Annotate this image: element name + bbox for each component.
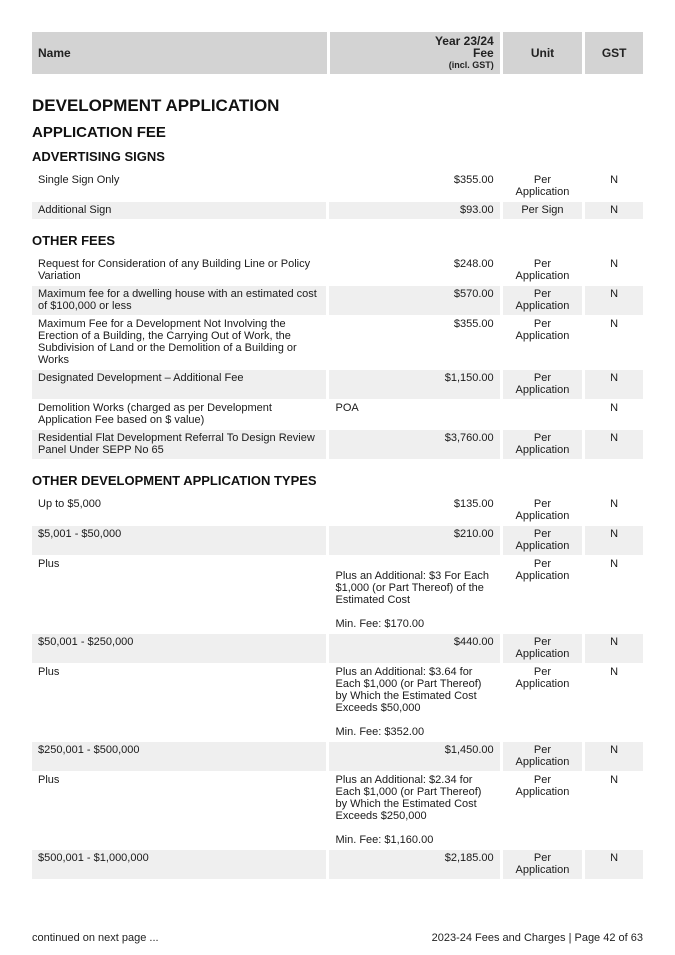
table-row: [32, 370, 643, 399]
row-unit: Per Application: [503, 286, 583, 315]
fee-minimum: Min. Fee: $170.00: [335, 618, 425, 630]
row-gst: N: [610, 558, 619, 570]
row-gst: N: [610, 666, 619, 678]
header-fee: [330, 32, 500, 74]
row-fee: [329, 664, 499, 741]
row-fee: [329, 172, 499, 201]
row-fee: [329, 496, 499, 525]
fee-amount: $248.00: [453, 258, 494, 270]
row-name: Residential Flat Development Referral To Design Review Panel Under SEPP No 65: [32, 430, 326, 459]
table-row: [32, 742, 643, 771]
row-name: Up to $5,000: [38, 498, 101, 510]
row-name: Designated Development – Additional Fee: [32, 370, 326, 399]
fee-minimum: Min. Fee: $352.00: [335, 726, 425, 738]
row-unit: Per Application: [515, 558, 570, 582]
row-gst: N: [585, 742, 643, 771]
fee-amount: $440.00: [453, 636, 494, 648]
row-gst: N: [585, 634, 643, 663]
table-header: [32, 32, 643, 74]
row-fee: [329, 202, 499, 219]
header-unit: Unit: [503, 32, 583, 74]
document-title: DEVELOPMENT APPLICATION: [32, 96, 280, 115]
fee-minimum: Min. Fee: $1,160.00: [335, 834, 434, 846]
row-gst: N: [585, 286, 643, 315]
fee-description: Plus an Additional: $3 For Each $1,000 (or Part Thereof) of the Estimated Cost: [335, 570, 489, 606]
row-unit: Per Application: [503, 370, 583, 399]
fee-amount: $1,450.00: [444, 744, 494, 756]
fee-poa: POA: [335, 402, 359, 414]
row-fee: [329, 772, 499, 849]
row-gst: N: [585, 526, 643, 555]
fee-description: Plus an Additional: $3.64 for Each $1,000 (or Part Thereof) by Which the Estimated Cost Exceeds $50,000: [335, 666, 482, 714]
document-subtitle: APPLICATION FEE: [32, 124, 166, 141]
row-unit: Per Sign: [503, 202, 583, 219]
fee-amount: $1,150.00: [444, 372, 494, 384]
section-heading-other-da-types: OTHER DEVELOPMENT APPLICATION TYPES: [32, 473, 317, 488]
fee-schedule-page: [32, 32, 643, 880]
header-name: Name: [32, 32, 327, 74]
fee-amount: $210.00: [453, 528, 494, 540]
table-row: [32, 634, 643, 663]
row-unit: Per Application: [503, 742, 583, 771]
page-footer: [32, 932, 643, 944]
row-unit: Per Application: [515, 498, 570, 522]
table-row: [32, 430, 643, 459]
table-row: [32, 664, 643, 741]
table-row: [32, 400, 643, 429]
row-gst: N: [610, 402, 619, 414]
row-name: Single Sign Only: [38, 174, 120, 186]
row-gst: N: [610, 774, 619, 786]
row-unit: [503, 400, 583, 429]
fee-amount: $93.00: [459, 204, 494, 216]
row-fee: [329, 316, 499, 369]
row-name: Maximum fee for a dwelling house with an estimated cost of $100,000 or less: [32, 286, 326, 315]
row-gst: N: [585, 370, 643, 399]
row-name: $5,001 - $50,000: [32, 526, 326, 555]
row-name: Request for Consideration of any Building Line or Policy Variation: [38, 258, 311, 282]
row-fee: [329, 742, 499, 771]
row-unit: Per Application: [515, 318, 570, 342]
row-unit: Per Application: [515, 774, 570, 798]
row-fee: [329, 526, 499, 555]
page-number: 2023-24 Fees and Charges | Page 42 of 63: [431, 932, 643, 944]
row-fee: [329, 286, 499, 315]
header-fee-year: Year 23/24: [434, 34, 494, 48]
header-fee-label: Fee: [473, 46, 494, 60]
section-heading-advertising-signs: ADVERTISING SIGNS: [32, 149, 165, 164]
row-unit: Per Application: [503, 634, 583, 663]
table-row: [32, 172, 643, 201]
table-row: [32, 850, 643, 879]
row-name: Plus: [38, 558, 60, 570]
row-fee: [329, 256, 499, 285]
continued-note: continued on next page ...: [32, 932, 159, 944]
table-row: [32, 496, 643, 525]
fee-amount: $135.00: [453, 498, 494, 510]
fee-amount: $3,760.00: [444, 432, 494, 444]
row-gst: N: [585, 430, 643, 459]
header-gst: GST: [585, 32, 643, 74]
row-gst: N: [610, 258, 619, 270]
row-unit: Per Application: [515, 666, 570, 690]
table-row: [32, 202, 643, 219]
row-name: Plus: [38, 666, 60, 678]
row-fee: [329, 556, 499, 633]
row-gst: N: [610, 174, 619, 186]
row-name: $250,001 - $500,000: [32, 742, 326, 771]
row-unit: Per Application: [503, 526, 583, 555]
row-gst: N: [610, 318, 619, 330]
table-row: [32, 556, 643, 633]
fee-description: Plus an Additional: $2.34 for Each $1,000 (or Part Thereof) by Which the Estimated Cost Exceeds $250,000: [335, 774, 482, 822]
row-name: $50,001 - $250,000: [32, 634, 326, 663]
row-name: Maximum Fee for a Development Not Involving the Erection of a Building, the Carrying Out of Work, the Subdivision of Land or the Demolition of a Building or Works: [38, 318, 297, 366]
table-row: [32, 316, 643, 369]
row-fee: [329, 430, 499, 459]
row-gst: N: [585, 850, 643, 879]
row-name: Additional Sign: [32, 202, 326, 219]
table-row: [32, 526, 643, 555]
table-row: [32, 256, 643, 285]
fee-amount: $355.00: [453, 174, 494, 186]
row-unit: Per Application: [503, 850, 583, 879]
row-gst: N: [585, 202, 643, 219]
header-fee-gst-note: (incl. GST): [448, 60, 494, 70]
row-name: Plus: [38, 774, 60, 786]
row-fee: [329, 850, 499, 879]
table-row: [32, 772, 643, 849]
row-fee: [329, 400, 499, 429]
row-fee: [329, 370, 499, 399]
row-unit: Per Application: [503, 430, 583, 459]
row-fee: [329, 634, 499, 663]
row-name: Demolition Works (charged as per Development Application Fee based on $ value): [38, 402, 272, 426]
row-unit: Per Application: [515, 258, 570, 282]
fee-amount: $2,185.00: [444, 852, 494, 864]
row-unit: Per Application: [515, 174, 570, 198]
fee-amount: $570.00: [453, 288, 494, 300]
table-row: [32, 286, 643, 315]
row-name: $500,001 - $1,000,000: [32, 850, 326, 879]
row-gst: N: [610, 498, 619, 510]
section-heading-other-fees: OTHER FEES: [32, 233, 116, 248]
fee-amount: $355.00: [453, 318, 494, 330]
